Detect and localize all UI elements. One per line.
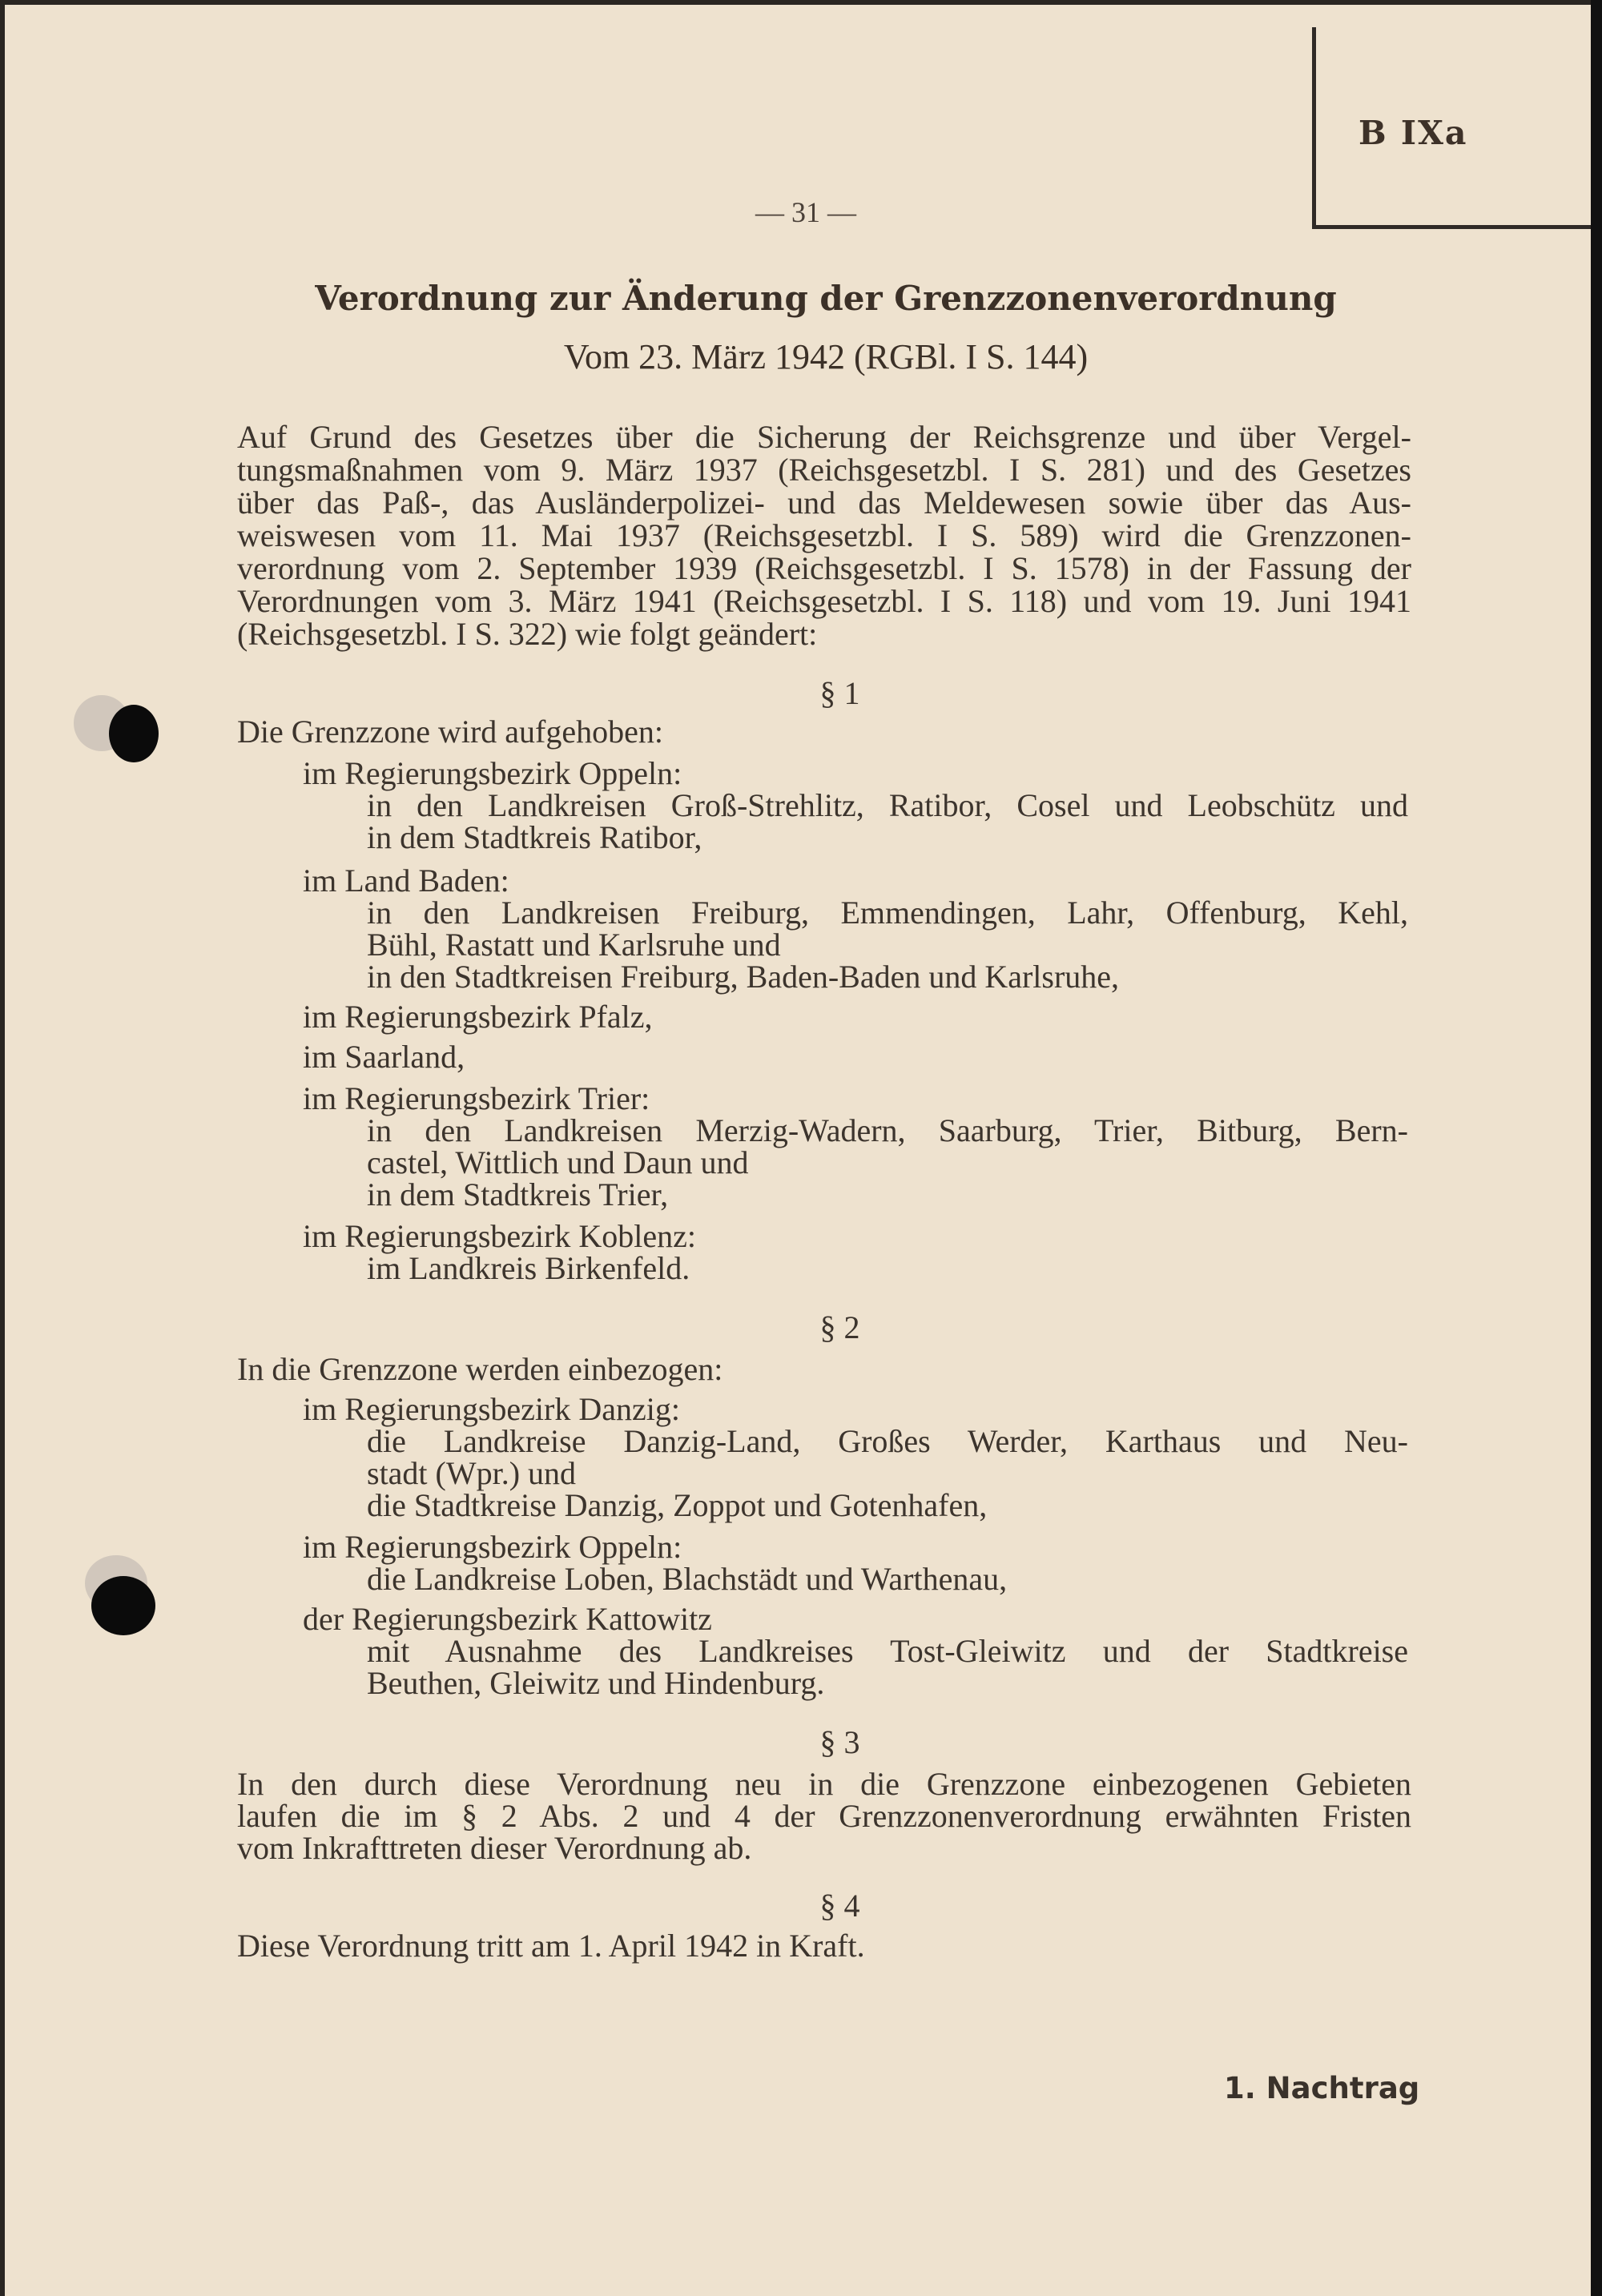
section-1-line: im Regierungsbezirk Trier: xyxy=(303,1080,650,1116)
section-1-line: in dem Stadtkreis Ratibor, xyxy=(367,819,702,855)
document-date: Vom 23. März 1942 (RGBl. I S. 144) xyxy=(563,337,1089,376)
section-2-line: mit Ausnahme des Landkreises Tost-Gleiwitz und der Stadtkreise xyxy=(367,1633,1408,1669)
section-2-line: Beuthen, Gleiwitz und Hindenburg. xyxy=(367,1665,825,1701)
preamble-line: Verordnungen vom 3. März 1941 (Reichsgesetzbl. I S. 118) und vom 19. Juni 1941 xyxy=(237,583,1411,619)
register-label: B IXa xyxy=(1358,114,1468,152)
section-2-line: die Landkreise Loben, Blachstädt und Warthenau, xyxy=(367,1561,1008,1597)
section-1-line: castel, Wittlich und Daun und xyxy=(367,1144,749,1180)
section-1-intro: Die Grenzzone wird aufgehoben: xyxy=(237,714,663,750)
section-1-line: in den Landkreisen Merzig-Wadern, Saarburg, Trier, Bitburg, Bern- xyxy=(367,1112,1408,1148)
section-1-line: im Regierungsbezirk Pfalz, xyxy=(303,999,653,1035)
section-2-intro: In die Grenzzone werden einbezogen: xyxy=(237,1351,723,1387)
preamble-line: weiswesen vom 11. Mai 1937 (Reichsgesetzbl. I S. 589) wird die Grenzzonen- xyxy=(237,517,1411,553)
preamble-line: tungsmaßnahmen vom 9. März 1937 (Reichsgesetzbl. I S. 281) und des Gesetzes xyxy=(237,452,1411,488)
section-2-line: im Regierungsbezirk Oppeln: xyxy=(303,1529,682,1565)
preamble-line: verordnung vom 2. September 1939 (Reichsgesetzbl. I S. 1578) in der Fassung der xyxy=(237,550,1411,586)
section-4-heading: § 4 xyxy=(819,1888,860,1924)
section-2-line: die Landkreise Danzig-Land, Großes Werder, Karthaus und Neu- xyxy=(367,1423,1408,1459)
section-1-line: in dem Stadtkreis Trier, xyxy=(367,1176,669,1212)
supplement-label: 1. Nachtrag xyxy=(1224,2071,1420,2105)
section-1-line: in den Landkreisen Freiburg, Emmendingen, Lahr, Offenburg, Kehl, xyxy=(367,895,1408,931)
section-2-line: im Regierungsbezirk Danzig: xyxy=(303,1391,680,1427)
section-1-line: in den Stadtkreisen Freiburg, Baden-Baden und Karlsruhe, xyxy=(367,959,1120,995)
punch-hole xyxy=(109,705,159,762)
section-2-line: der Regierungsbezirk Kattowitz xyxy=(303,1601,712,1637)
document-title: Verordnung zur Änderung der Grenzzonenverordnung xyxy=(315,279,1337,318)
section-1-line: im Regierungsbezirk Koblenz: xyxy=(303,1218,696,1254)
section-3-heading: § 3 xyxy=(819,1724,860,1760)
scan-edge xyxy=(1591,0,1602,2296)
preamble-line: über das Paß-, das Ausländerpolizei- und das Meldewesen sowie über das Aus- xyxy=(237,485,1411,521)
page-number: — 31 — xyxy=(755,196,856,228)
preamble-line: Auf Grund des Gesetzes über die Sicherung der Reichsgrenze und über Vergel- xyxy=(237,419,1411,455)
section-1-line: Bühl, Rastatt und Karlsruhe und xyxy=(367,927,781,963)
section-2-line: die Stadtkreise Danzig, Zoppot und Gotenhafen, xyxy=(367,1487,988,1523)
section-1-heading: § 1 xyxy=(819,675,860,711)
section-4-text: Diese Verordnung tritt am 1. April 1942 in Kraft. xyxy=(237,1928,865,1964)
preamble-line: (Reichsgesetzbl. I S. 322) wie folgt geändert: xyxy=(237,616,818,652)
section-2-line: stadt (Wpr.) und xyxy=(367,1455,577,1491)
section-1-line: im Saarland, xyxy=(303,1039,465,1075)
section-1-line: im Land Baden: xyxy=(303,863,509,899)
section-3-line: laufen die im § 2 Abs. 2 und 4 der Grenzzonenverordnung erwähnten Fristen xyxy=(237,1798,1411,1834)
section-3-line: vom Inkrafttreten dieser Verordnung ab. xyxy=(237,1830,752,1866)
section-1-line: im Regierungsbezirk Oppeln: xyxy=(303,755,682,791)
section-3-line: In den durch diese Verordnung neu in die Grenzzone einbezogenen Gebieten xyxy=(237,1766,1411,1802)
section-1-line: im Landkreis Birkenfeld. xyxy=(367,1250,690,1286)
punch-hole xyxy=(91,1576,155,1635)
section-1-line: in den Landkreisen Groß-Strehlitz, Ratibor, Cosel und Leobschütz und xyxy=(367,787,1408,823)
section-2-heading: § 2 xyxy=(819,1309,860,1345)
